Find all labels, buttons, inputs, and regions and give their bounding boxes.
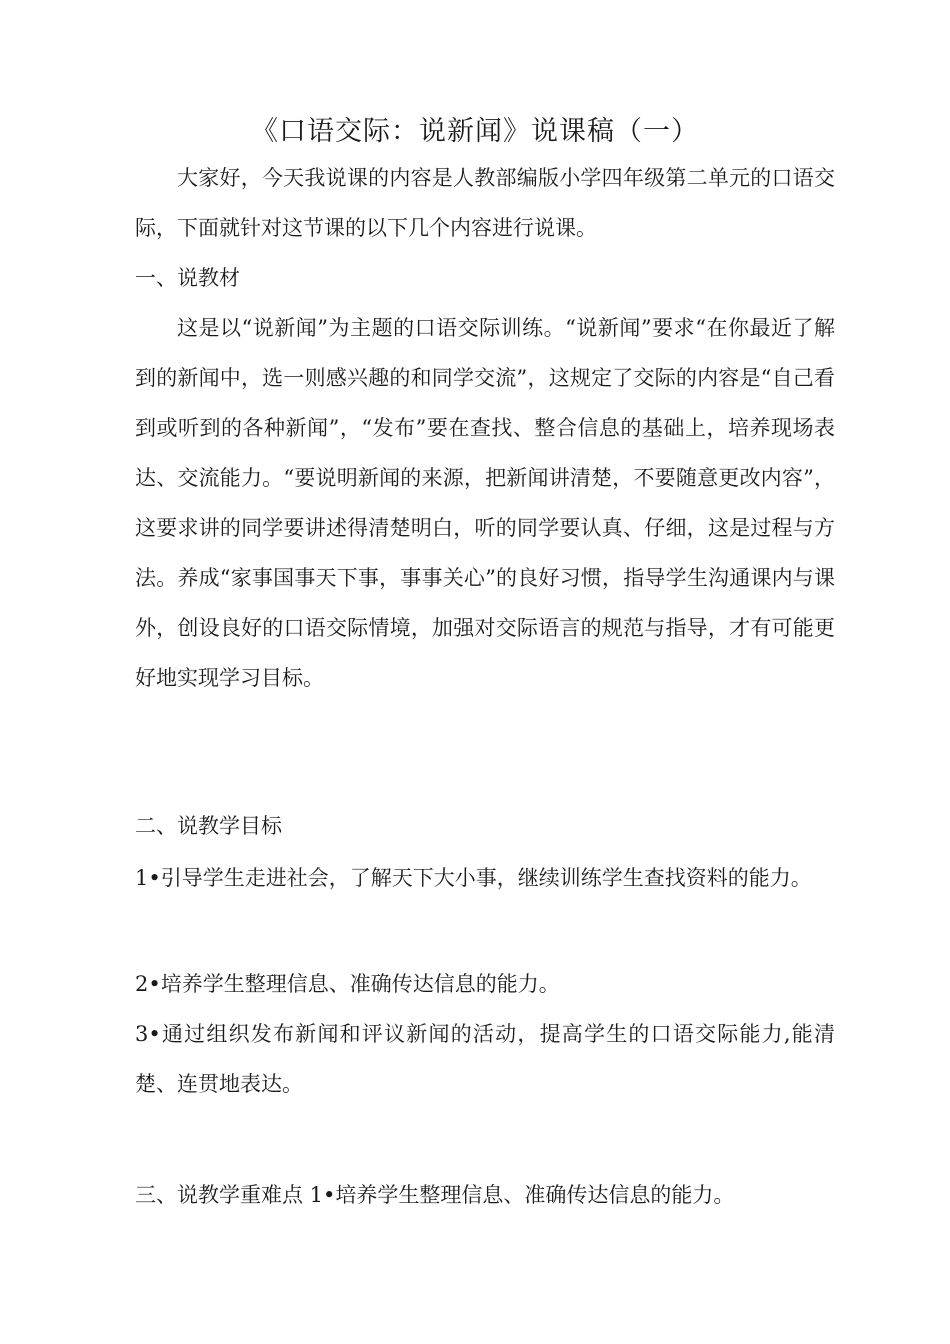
section-heading-key-points: 三、说教学重难点 1•培养学生整理信息、准确传达信息的能力。 <box>135 1183 735 1207</box>
goal-item-3: 3•通过组织发布新闻和评议新闻的活动，提高学生的口语交际能力,能清楚、连贯地表达。 <box>135 1022 835 1096</box>
goal-item-2: 2•培养学生整理信息、准确传达信息的能力。 <box>135 972 560 996</box>
goal-item-1: 1•引导学生走进社会，了解天下大小事，继续训练学生查找资料的能力。 <box>135 866 812 890</box>
teaching-material-paragraph: 这是以“说新闻”为主题的口语交际训练。“说新闻”要求“在你最近了解到的新闻中，选一则感兴趣的和同学交流”，这规定了交际的内容是“自己看到或听到的各种新闻”，“发布”要在查找、整合信息的基础上，培养现场表达、交流能力。“要说明新闻的来源，把新闻讲清楚，不要随意更改内容”，这要求讲的同学要讲述得清楚明白，听的同学要认真、仔细，这是过程与方法。养成“家事国事天下事，事事关心”的良好习惯，指导学生沟通课内与课外，创设良好的口语交际情境，加强对交际语言的规范与指导，才有可能更好地实现学习目标。 <box>135 316 835 690</box>
section-heading-teaching-material: 一、说教材 <box>135 266 240 290</box>
document-title: 《口语交际：说新闻》说课稿（一） <box>251 116 699 147</box>
intro-paragraph: 大家好，今天我说课的内容是人教部编版小学四年级第二单元的口语交际，下面就针对这节课的以下几个内容进行说课。 <box>135 166 835 240</box>
section-heading-teaching-goals: 二、说教学目标 <box>135 814 282 838</box>
